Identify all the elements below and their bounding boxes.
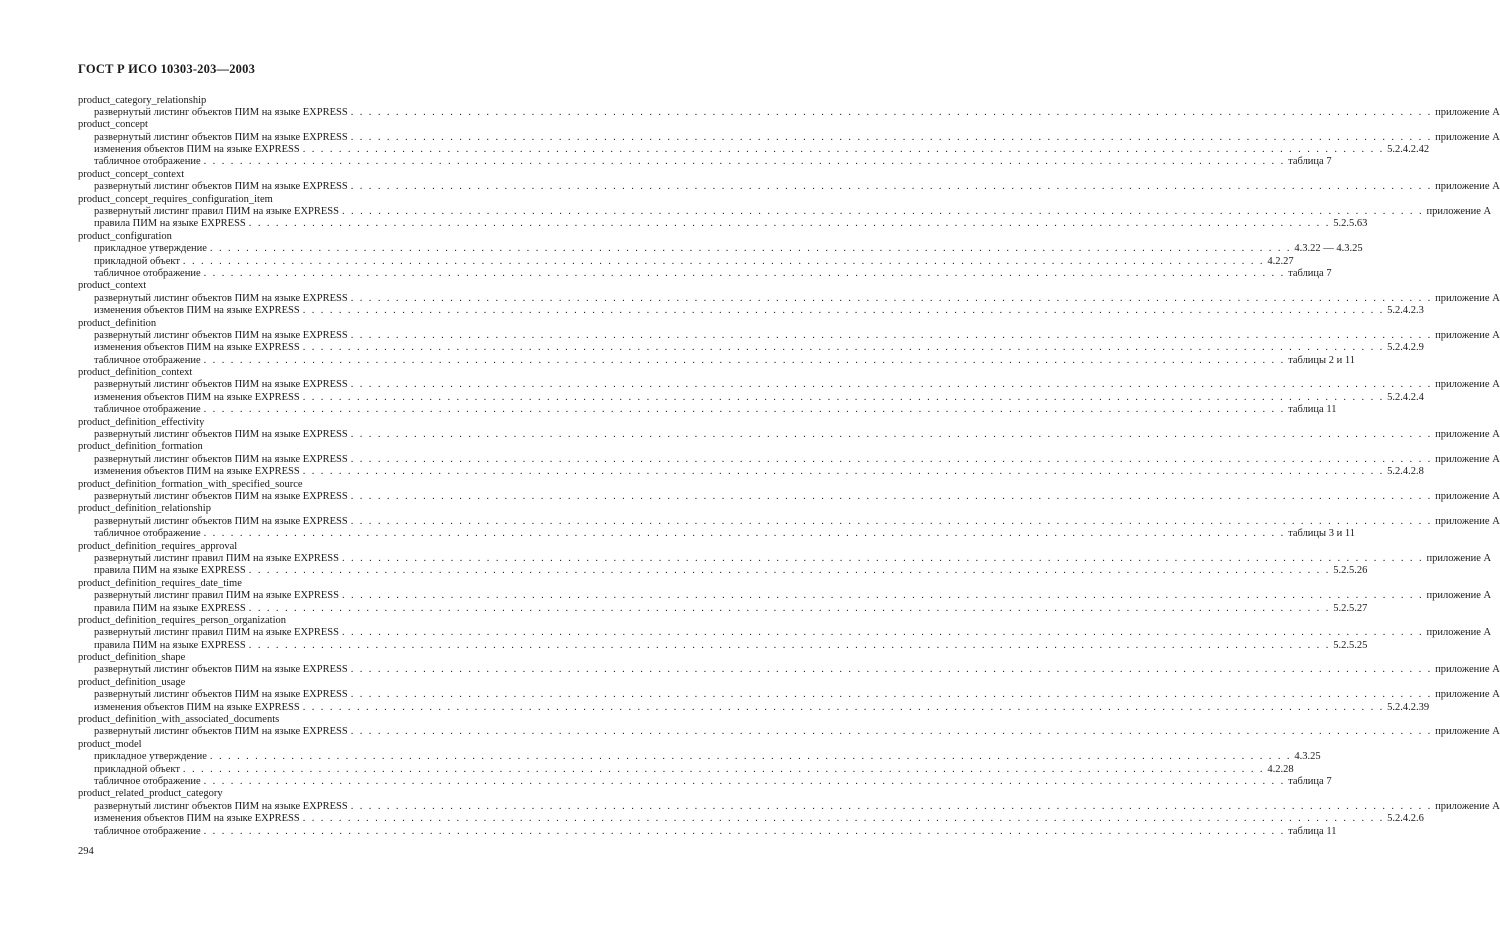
dot-leader: . . . . . . . . . . . . . . . . . . . . . . . . . . . . . . . . . . . . . . . . . . . . . . . . . . . . . . . . . . . . . . . . . . . . . . . . . . . . . . . . . . . . . . . . . . . . . . . . . . . . . . . . . . . . . . . . . . . . . . . . — [209, 243, 1292, 255]
entry-text: развернутый листинг объектов ПИМ на языке EXPRESS — [94, 453, 348, 465]
entry-text: развернутый листинг объектов ПИМ на языке EXPRESS — [94, 689, 348, 701]
index-entry — [78, 218, 1368, 230]
index-entry — [78, 565, 1368, 577]
dot-leader: . . . . . . . . . . . . . . . . . . . . . . . . . . . . . . . . . . . . . . . . . . . . . . . . . . . . . . . . . . . . . . . . . . . . . . . . . . . . . . . . . . . . . . . . . . . . . . . . . . . . . . . . . . . . . . . . . . . . . . . . — [302, 813, 1385, 825]
entry-reference: приложение А — [1435, 106, 1500, 118]
entry-text: табличное отображение — [94, 156, 201, 168]
entry-text: развернутый листинг объектов ПИМ на языке EXPRESS — [94, 329, 348, 341]
entry-text: развернутый листинг объектов ПИМ на языке EXPRESS — [94, 429, 348, 441]
page-number: 294 — [78, 846, 94, 857]
index-term: product_definition — [78, 317, 157, 329]
entry-text: развернутый листинг объектов ПИМ на языке EXPRESS — [94, 181, 348, 193]
dot-leader: . . . . . . . . . . . . . . . . . . . . . . . . . . . . . . . . . . . . . . . . . . . . . . . . . . . . . . . . . . . . . . . . . . . . . . . . . . . . . . . . . . . . . . . . . . . . . . . . . . . . . . . . . . . . . . . . . . . . . . . . — [350, 379, 1433, 391]
entry-text: изменения объектов ПИМ на языке EXPRESS — [94, 466, 300, 478]
index-entry — [78, 181, 1500, 193]
index-entry — [78, 602, 1368, 615]
dot-leader: . . . . . . . . . . . . . . . . . . . . . . . . . . . . . . . . . . . . . . . . . . . . . . . . . . . . . . . . . . . . . . . . . . . . . . . . . . . . . . . . . . . . . . . . . . . . . . . . . . . . . . . . . . . . . . . . . . . . . . . . — [342, 206, 1424, 218]
entry-reference: приложение А — [1435, 181, 1500, 193]
entry-reference: 5.2.5.63 — [1333, 218, 1368, 230]
entry-reference: приложение А — [1435, 664, 1500, 676]
dot-leader: . . . . . . . . . . . . . . . . . . . . . . . . . . . . . . . . . . . . . . . . . . . . . . . . . . . . . . . . . . . . . . . . . . . . . . . . . . . . . . . . . . . . . . . . . . . . . . . . . . . . . . . . . . . . . . . . . . . . . . . . — [248, 639, 1331, 651]
dot-leader: . . . . . . . . . . . . . . . . . . . . . . . . . . . . . . . . . . . . . . . . . . . . . . . . . . . . . . . . . . . . . . . . . . . . . . . . . . . . . . . . . . . . . . . . . . . . . . . . . . . . . . . . . . . . . . . . . . . . . . . . — [248, 218, 1331, 230]
index-term: product_concept_context — [78, 168, 185, 180]
entry-text: табличное отображение — [94, 528, 201, 540]
dot-leader: . . . . . . . . . . . . . . . . . . . . . . . . . . . . . . . . . . . . . . . . . . . . . . . . . . . . . . . . . . . . . . . . . . . . . . . . . . . . . . . . . . . . . . . . . . . . . . . . . . . . . . . . . . . . . . . . . . . . . . . . — [302, 305, 1385, 317]
entry-reference: приложение А — [1435, 131, 1500, 143]
entry-text: развернутый листинг объектов ПИМ на языке EXPRESS — [94, 106, 348, 118]
entry-reference: таблицы 3 и 11 — [1288, 528, 1355, 540]
entry-reference: таблица 7 — [1288, 156, 1332, 168]
dot-leader: . . . . . . . . . . . . . . . . . . . . . . . . . . . . . . . . . . . . . . . . . . . . . . . . . . . . . . . . . . . . . . . . . . . . . . . . . . . . . . . . . . . . . . . . . . . . . . . . . . . . . . . . . . . . . . . . . . . . . . . . — [350, 106, 1433, 118]
entry-text: табличное отображение — [94, 354, 201, 366]
index-entry — [78, 466, 1424, 478]
entry-text: правила ПИМ на языке EXPRESS — [94, 639, 246, 651]
entry-text: прикладное утверждение — [94, 243, 207, 255]
dot-leader: . . . . . . . . . . . . . . . . . . . . . . . . . . . . . . . . . . . . . . . . . . . . . . . . . . . . . . . . . . . . . . . . . . . . . . . . . . . . . . . . . . . . . . . . . . . . . . . . . . . . . . . . . . . . . . . . . . . . . . . . — [182, 763, 1265, 775]
dot-leader: . . . . . . . . . . . . . . . . . . . . . . . . . . . . . . . . . . . . . . . . . . . . . . . . . . . . . . . . . . . . . . . . . . . . . . . . . . . . . . . . . . . . . . . . . . . . . . . . . . . . . . . . . . . . . . . . . . . . . . . . — [302, 144, 1385, 156]
entry-text: правила ПИМ на языке EXPRESS — [94, 602, 246, 614]
dot-leader: . . . . . . . . . . . . . . . . . . . . . . . . . . . . . . . . . . . . . . . . . . . . . . . . . . . . . . . . . . . . . . . . . . . . . . . . . . . . . . . . . . . . . . . . . . . . . . . . . . . . . . . . . . . . . . . . . . . . . . . . — [350, 181, 1433, 193]
dot-leader: . . . . . . . . . . . . . . . . . . . . . . . . . . . . . . . . . . . . . . . . . . . . . . . . . . . . . . . . . . . . . . . . . . . . . . . . . . . . . . . . . . . . . . . . . . . . . . . . . . . . . . . . . . . . . . . . . . . . . . . . — [350, 689, 1433, 701]
dot-leader: . . . . . . . . . . . . . . . . . . . . . . . . . . . . . . . . . . . . . . . . . . . . . . . . . . . . . . . . . . . . . . . . . . . . . . . . . . . . . . . . . . . . . . . . . . . . . . . . . . . . . . . . . . . . . . . . . . . . . . . . — [350, 515, 1433, 527]
dot-leader: . . . . . . . . . . . . . . . . . . . . . . . . . . . . . . . . . . . . . . . . . . . . . . . . . . . . . . . . . . . . . . . . . . . . . . . . . . . . . . . . . . . . . . . . . . . . . . . . . . . . . . . . . . . . . . . . . . . . . . . . — [302, 391, 1385, 403]
dot-leader: . . . . . . . . . . . . . . . . . . . . . . . . . . . . . . . . . . . . . . . . . . . . . . . . . . . . . . . . . . . . . . . . . . . . . . . . . . . . . . . . . . . . . . . . . . . . . . . . . . . . . . . . . . . . . . . . . . . . . . . . — [350, 726, 1433, 738]
index-entry — [78, 156, 1332, 168]
entry-reference: 5.2.4.2.8 — [1387, 466, 1424, 478]
index-entry — [78, 689, 1500, 701]
entry-reference: приложение А — [1435, 689, 1500, 701]
index-entry — [78, 751, 1321, 763]
page-title: ГОСТ Р ИСО 10303-203—2003 — [78, 62, 256, 76]
entry-reference: 5.2.4.2.39 — [1387, 701, 1430, 713]
entry-reference: таблицы 2 и 11 — [1288, 354, 1355, 366]
dot-leader: . . . . . . . . . . . . . . . . . . . . . . . . . . . . . . . . . . . . . . . . . . . . . . . . . . . . . . . . . . . . . . . . . . . . . . . . . . . . . . . . . . . . . . . . . . . . . . . . . . . . . . . . . . . . . . . . . . . . . . . . — [350, 429, 1433, 441]
index-entry — [78, 813, 1424, 825]
entry-reference: таблица 7 — [1288, 775, 1332, 787]
index-term: product_category_relationship — [78, 94, 207, 106]
entry-reference: таблица 7 — [1288, 267, 1332, 279]
dot-leader: . . . . . . . . . . . . . . . . . . . . . . . . . . . . . . . . . . . . . . . . . . . . . . . . . . . . . . . . . . . . . . . . . . . . . . . . . . . . . . . . . . . . . . . . . . . . . . . . . . . . . . . . . . . . . . . . . . . . . . . . — [350, 329, 1433, 341]
entry-text: развернутый листинг объектов ПИМ на языке EXPRESS — [94, 800, 348, 812]
dot-leader: . . . . . . . . . . . . . . . . . . . . . . . . . . . . . . . . . . . . . . . . . . . . . . . . . . . . . . . . . . . . . . . . . . . . . . . . . . . . . . . . . . . . . . . . . . . . . . . . . . . . . . . . . . . . . . . . . . . . . . . . — [182, 255, 1265, 267]
dot-leader: . . . . . . . . . . . . . . . . . . . . . . . . . . . . . . . . . . . . . . . . . . . . . . . . . . . . . . . . . . . . . . . . . . . . . . . . . . . . . . . . . . . . . . . . . . . . . . . . . . . . . . . . . . . . . . . . . . . . . . . . — [203, 156, 1286, 168]
dot-leader: . . . . . . . . . . . . . . . . . . . . . . . . . . . . . . . . . . . . . . . . . . . . . . . . . . . . . . . . . . . . . . . . . . . . . . . . . . . . . . . . . . . . . . . . . . . . . . . . . . . . . . . . . . . . . . . . . . . . . . . . — [203, 404, 1286, 416]
index-entry — [78, 342, 1424, 354]
dot-leader: . . . . . . . . . . . . . . . . . . . . . . . . . . . . . . . . . . . . . . . . . . . . . . . . . . . . . . . . . . . . . . . . . . . . . . . . . . . . . . . . . . . . . . . . . . . . . . . . . . . . . . . . . . . . . . . . . . . . . . . . — [203, 354, 1286, 366]
index-entry — [78, 106, 1500, 119]
dot-leader: . . . . . . . . . . . . . . . . . . . . . . . . . . . . . . . . . . . . . . . . . . . . . . . . . . . . . . . . . . . . . . . . . . . . . . . . . . . . . . . . . . . . . . . . . . . . . . . . . . . . . . . . . . . . . . . . . . . . . . . . — [302, 466, 1385, 478]
entry-reference: приложение А — [1435, 453, 1500, 465]
dot-leader: . . . . . . . . . . . . . . . . . . . . . . . . . . . . . . . . . . . . . . . . . . . . . . . . . . . . . . . . . . . . . . . . . . . . . . . . . . . . . . . . . . . . . . . . . . . . . . . . . . . . . . . . . . . . . . . . . . . . . . . . — [342, 552, 1424, 564]
entry-text: изменения объектов ПИМ на языке EXPRESS — [94, 701, 300, 713]
entry-text: изменения объектов ПИМ на языке EXPRESS — [94, 391, 300, 403]
entry-reference: 5.2.4.2.42 — [1387, 144, 1430, 156]
entry-text: развернутый листинг объектов ПИМ на языке EXPRESS — [94, 379, 348, 391]
entry-reference: приложение А — [1435, 800, 1500, 812]
entry-text: прикладной объект — [94, 763, 180, 775]
entry-text: изменения объектов ПИМ на языке EXPRESS — [94, 305, 300, 317]
index-entry — [78, 800, 1500, 813]
dot-leader: . . . . . . . . . . . . . . . . . . . . . . . . . . . . . . . . . . . . . . . . . . . . . . . . . . . . . . . . . . . . . . . . . . . . . . . . . . . . . . . . . . . . . . . . . . . . . . . . . . . . . . . . . . . . . . . . . . . . . . . . — [203, 528, 1286, 540]
index-entry — [78, 775, 1332, 788]
entry-reference: 4.3.22 — 4.3.25 — [1294, 243, 1363, 255]
index-entry — [78, 552, 1492, 565]
entry-text: развернутый листинг правил ПИМ на языке EXPRESS — [94, 590, 339, 602]
index-entry — [78, 131, 1500, 144]
dot-leader: . . . . . . . . . . . . . . . . . . . . . . . . . . . . . . . . . . . . . . . . . . . . . . . . . . . . . . . . . . . . . . . . . . . . . . . . . . . . . . . . . . . . . . . . . . . . . . . . . . . . . . . . . . . . . . . . . . . . . . . . — [342, 590, 1424, 602]
entry-reference: таблица 11 — [1288, 404, 1337, 416]
index-entry — [78, 528, 1355, 540]
index-entry — [78, 144, 1430, 156]
entry-reference: приложение А — [1426, 590, 1492, 602]
index-term: product_definition_with_associated_documents — [78, 714, 280, 726]
index-term: product_definition_requires_approval — [78, 540, 238, 552]
entry-reference: приложение А — [1435, 329, 1500, 341]
subject-index — [78, 94, 1500, 838]
dot-leader: . . . . . . . . . . . . . . . . . . . . . . . . . . . . . . . . . . . . . . . . . . . . . . . . . . . . . . . . . . . . . . . . . . . . . . . . . . . . . . . . . . . . . . . . . . . . . . . . . . . . . . . . . . . . . . . . . . . . . . . . — [203, 825, 1286, 837]
index-entry — [78, 267, 1332, 280]
index-entry — [78, 404, 1337, 416]
entry-text: изменения объектов ПИМ на языке EXPRESS — [94, 813, 300, 825]
index-entry — [78, 664, 1500, 676]
index-term: product_definition_context — [78, 367, 193, 379]
dot-leader: . . . . . . . . . . . . . . . . . . . . . . . . . . . . . . . . . . . . . . . . . . . . . . . . . . . . . . . . . . . . . . . . . . . . . . . . . . . . . . . . . . . . . . . . . . . . . . . . . . . . . . . . . . . . . . . . . . . . . . . . — [302, 701, 1385, 713]
entry-text: развернутый листинг объектов ПИМ на языке EXPRESS — [94, 726, 348, 738]
index-term: product_definition_formation_with_specified_source — [78, 478, 303, 490]
dot-leader: . . . . . . . . . . . . . . . . . . . . . . . . . . . . . . . . . . . . . . . . . . . . . . . . . . . . . . . . . . . . . . . . . . . . . . . . . . . . . . . . . . . . . . . . . . . . . . . . . . . . . . . . . . . . . . . . . . . . . . . . — [203, 267, 1286, 279]
dot-leader: . . . . . . . . . . . . . . . . . . . . . . . . . . . . . . . . . . . . . . . . . . . . . . . . . . . . . . . . . . . . . . . . . . . . . . . . . . . . . . . . . . . . . . . . . . . . . . . . . . . . . . . . . . . . . . . . . . . . . . . . — [350, 800, 1433, 812]
dot-leader: . . . . . . . . . . . . . . . . . . . . . . . . . . . . . . . . . . . . . . . . . . . . . . . . . . . . . . . . . . . . . . . . . . . . . . . . . . . . . . . . . . . . . . . . . . . . . . . . . . . . . . . . . . . . . . . . . . . . . . . . — [350, 453, 1433, 465]
dot-leader: . . . . . . . . . . . . . . . . . . . . . . . . . . . . . . . . . . . . . . . . . . . . . . . . . . . . . . . . . . . . . . . . . . . . . . . . . . . . . . . . . . . . . . . . . . . . . . . . . . . . . . . . . . . . . . . . . . . . . . . . — [350, 491, 1433, 502]
entry-reference: приложение А — [1435, 379, 1500, 391]
index-term: product_related_product_category — [78, 788, 223, 800]
index-entry — [78, 726, 1500, 738]
entry-text: правила ПИМ на языке EXPRESS — [94, 565, 246, 577]
entry-reference: 4.2.28 — [1267, 763, 1294, 775]
index-entry — [78, 354, 1355, 367]
index-entry — [78, 825, 1337, 838]
entry-text: прикладной объект — [94, 255, 180, 267]
entry-reference: 5.2.5.25 — [1333, 639, 1368, 651]
index-entry — [78, 391, 1424, 404]
dot-leader: . . . . . . . . . . . . . . . . . . . . . . . . . . . . . . . . . . . . . . . . . . . . . . . . . . . . . . . . . . . . . . . . . . . . . . . . . . . . . . . . . . . . . . . . . . . . . . . . . . . . . . . . . . . . . . . . . . . . . . . . — [248, 565, 1331, 577]
entry-text: табличное отображение — [94, 775, 201, 787]
dot-leader: . . . . . . . . . . . . . . . . . . . . . . . . . . . . . . . . . . . . . . . . . . . . . . . . . . . . . . . . . . . . . . . . . . . . . . . . . . . . . . . . . . . . . . . . . . . . . . . . . . . . . . . . . . . . . . . . . . . . . . . . — [248, 602, 1331, 614]
entry-text: развернутый листинг правил ПИМ на языке EXPRESS — [94, 206, 339, 218]
index-entry — [78, 763, 1294, 776]
index-entry — [78, 453, 1500, 466]
index-entry — [78, 243, 1363, 255]
entry-text: изменения объектов ПИМ на языке EXPRESS — [94, 342, 300, 354]
index-entry — [78, 639, 1368, 652]
entry-text: правила ПИМ на языке EXPRESS — [94, 218, 246, 230]
entry-reference: 5.2.5.26 — [1333, 565, 1368, 577]
index-entry — [78, 627, 1492, 639]
entry-reference: приложение А — [1435, 726, 1500, 738]
dot-leader: . . . . . . . . . . . . . . . . . . . . . . . . . . . . . . . . . . . . . . . . . . . . . . . . . . . . . . . . . . . . . . . . . . . . . . . . . . . . . . . . . . . . . . . . . . . . . . . . . . . . . . . . . . . . . . . . . . . . . . . . — [302, 342, 1385, 354]
entry-reference: приложение А — [1426, 206, 1492, 218]
dot-leader: . . . . . . . . . . . . . . . . . . . . . . . . . . . . . . . . . . . . . . . . . . . . . . . . . . . . . . . . . . . . . . . . . . . . . . . . . . . . . . . . . . . . . . . . . . . . . . . . . . . . . . . . . . . . . . . . . . . . . . . . — [350, 131, 1433, 143]
entry-reference: приложение А — [1435, 429, 1500, 441]
entry-text: развернутый листинг объектов ПИМ на языке EXPRESS — [94, 664, 348, 676]
entry-text: табличное отображение — [94, 267, 201, 279]
index-term: product_definition_requires_date_time — [78, 577, 242, 589]
index-entry — [78, 329, 1500, 342]
entry-reference: приложение А — [1435, 491, 1500, 502]
index-entry — [78, 206, 1492, 218]
dot-leader: . . . . . . . . . . . . . . . . . . . . . . . . . . . . . . . . . . . . . . . . . . . . . . . . . . . . . . . . . . . . . . . . . . . . . . . . . . . . . . . . . . . . . . . . . . . . . . . . . . . . . . . . . . . . . . . . . . . . . . . . — [350, 664, 1433, 676]
entry-reference: 5.2.4.2.6 — [1387, 813, 1424, 825]
entry-text: развернутый листинг объектов ПИМ на языке EXPRESS — [94, 292, 348, 304]
index-entry — [78, 292, 1500, 305]
index-term: product_context — [78, 280, 147, 292]
entry-reference: 5.2.5.27 — [1333, 602, 1368, 614]
entry-reference: приложение А — [1435, 292, 1500, 304]
entry-text: прикладное утверждение — [94, 751, 207, 763]
dot-leader: . . . . . . . . . . . . . . . . . . . . . . . . . . . . . . . . . . . . . . . . . . . . . . . . . . . . . . . . . . . . . . . . . . . . . . . . . . . . . . . . . . . . . . . . . . . . . . . . . . . . . . . . . . . . . . . . . . . . . . . . — [203, 775, 1286, 787]
entry-reference: таблица 11 — [1288, 825, 1337, 837]
index-term: product_definition_requires_person_organization — [78, 614, 287, 626]
index-entry — [78, 379, 1500, 391]
index-term: product_definition_formation — [78, 441, 203, 453]
dot-leader: . . . . . . . . . . . . . . . . . . . . . . . . . . . . . . . . . . . . . . . . . . . . . . . . . . . . . . . . . . . . . . . . . . . . . . . . . . . . . . . . . . . . . . . . . . . . . . . . . . . . . . . . . . . . . . . . . . . . . . . . — [342, 627, 1424, 639]
index-term: product_concept — [78, 119, 148, 131]
entry-reference: 5.2.4.2.3 — [1387, 305, 1424, 317]
entry-text: развернутый листинг объектов ПИМ на языке EXPRESS — [94, 131, 348, 143]
index-term: product_definition_effectivity — [78, 416, 205, 428]
entry-reference: 4.3.25 — [1294, 751, 1321, 763]
index-term: product_configuration — [78, 230, 172, 242]
entry-text: изменения объектов ПИМ на языке EXPRESS — [94, 144, 300, 156]
entry-text: табличное отображение — [94, 825, 201, 837]
index-term: product_definition_relationship — [78, 503, 211, 515]
index-entry — [78, 305, 1424, 317]
index-entry — [78, 590, 1492, 602]
index-entry — [78, 255, 1294, 268]
entry-reference: приложение А — [1426, 627, 1492, 639]
index-entry — [78, 429, 1500, 441]
index-entry — [78, 701, 1430, 714]
index-term: product_definition_usage — [78, 676, 186, 688]
index-term: product_concept_requires_configuration_item — [78, 193, 273, 205]
entry-text: развернутый листинг объектов ПИМ на языке EXPRESS — [94, 515, 348, 527]
dot-leader: . . . . . . . . . . . . . . . . . . . . . . . . . . . . . . . . . . . . . . . . . . . . . . . . . . . . . . . . . . . . . . . . . . . . . . . . . . . . . . . . . . . . . . . . . . . . . . . . . . . . . . . . . . . . . . . . . . . . . . . . — [209, 751, 1292, 763]
index-entry — [78, 515, 1500, 528]
entry-reference: 4.2.27 — [1267, 255, 1294, 267]
entry-text: развернутый листинг объектов ПИМ на языке EXPRESS — [94, 491, 348, 502]
index-entry — [78, 491, 1500, 503]
index-term: product_definition_shape — [78, 652, 186, 664]
entry-text: развернутый листинг правил ПИМ на языке EXPRESS — [94, 552, 339, 564]
entry-reference: 5.2.4.2.9 — [1387, 342, 1424, 354]
entry-reference: приложение А — [1435, 515, 1500, 527]
dot-leader: . . . . . . . . . . . . . . . . . . . . . . . . . . . . . . . . . . . . . . . . . . . . . . . . . . . . . . . . . . . . . . . . . . . . . . . . . . . . . . . . . . . . . . . . . . . . . . . . . . . . . . . . . . . . . . . . . . . . . . . . — [350, 292, 1433, 304]
entry-reference: приложение А — [1426, 552, 1492, 564]
entry-text: развернутый листинг правил ПИМ на языке EXPRESS — [94, 627, 339, 639]
index-term: product_model — [78, 738, 142, 750]
entry-reference: 5.2.4.2.4 — [1387, 391, 1424, 403]
entry-text: табличное отображение — [94, 404, 201, 416]
